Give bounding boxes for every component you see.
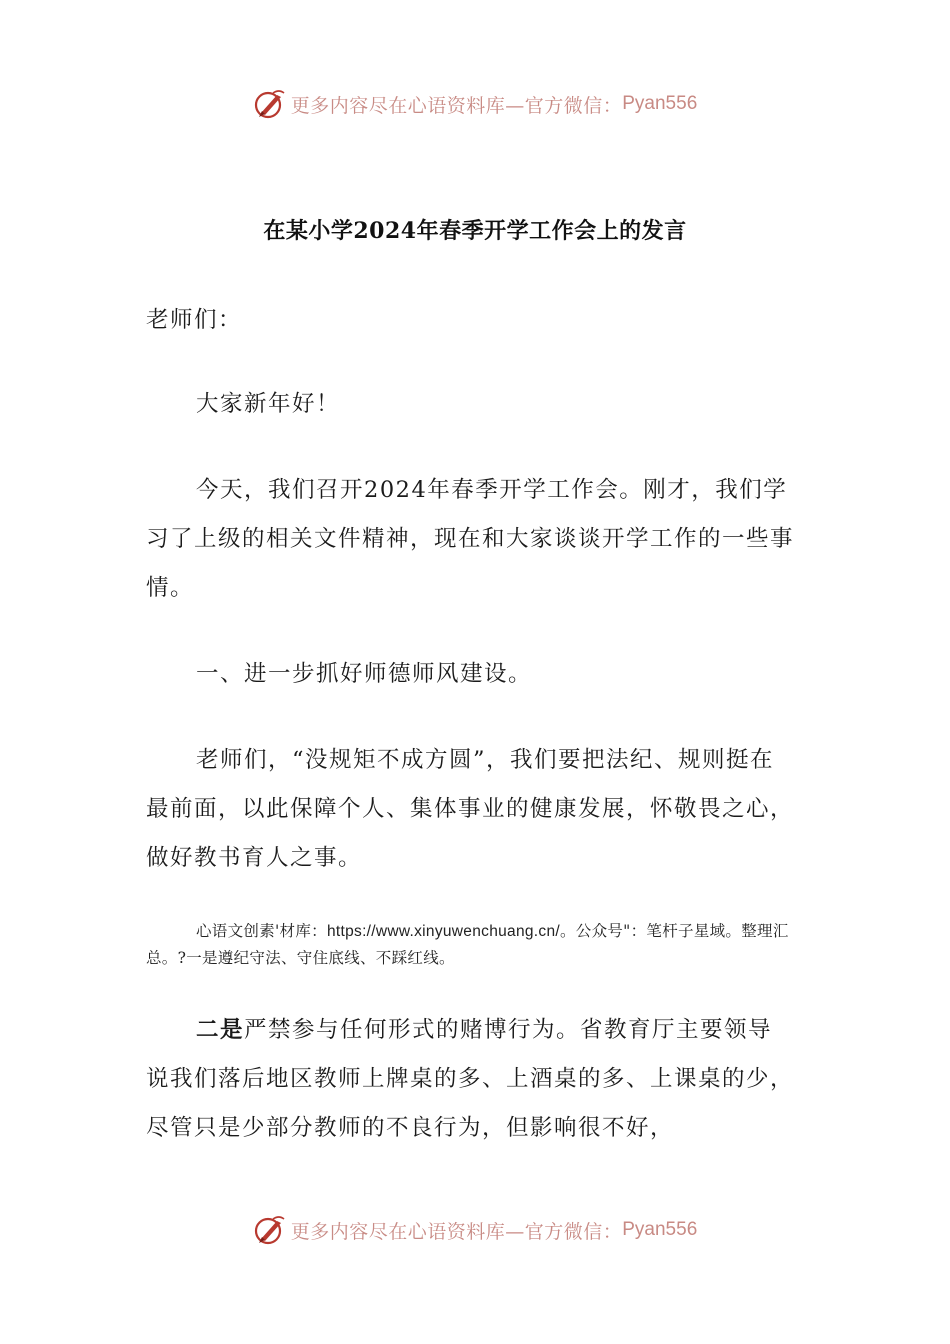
- document-title: 在某小学2024年春季开学工作会上的发言: [263, 218, 687, 244]
- section1-paragraph: 老师们，“没规矩不成方圆”，我们要把法纪、规则挺在最前面，以此保障个人、集体事业的健康发展，怀敬畏之心，做好教书育人之事。: [146, 747, 795, 871]
- point2-label: 二是: [196, 1017, 245, 1043]
- point2-text: 严禁参与任何形式的赌博行为。省教育厅主要领导说我们落后地区教师上牌桌的多、上酒桌的多、上课桌的少，尽管只是少部分教师的不良行为，但影响很不好，: [146, 1017, 795, 1141]
- header-banner: [0, 84, 950, 124]
- intro-paragraph: 今天，我们召开2024年春季开学工作会。刚才，我们学习了上级的相关文件精神，现在和大家谈谈开学工作的一些事情。: [146, 477, 795, 601]
- pen-circle-logo-icon: [253, 87, 287, 121]
- pen-circle-logo-icon: [253, 1213, 287, 1247]
- source-note-url[interactable]: https://www.xinyuwenchuang.cn/: [326, 923, 560, 940]
- banner-text: 更多内容尽在心语资料库—官方微信：: [290, 1220, 623, 1243]
- banner-wechat-id: Pyan556: [622, 1219, 698, 1240]
- section1-heading: 一、进一步抓好师德师风建设。: [196, 661, 533, 687]
- banner-text: 更多内容尽在心语资料库—官方微信：: [290, 94, 623, 117]
- salutation: 老师们：: [146, 307, 243, 333]
- source-note-suffix: 。公众号"：笔杆子星域。整理汇总。?一是遵纪守法、守住底线、不踩红线。: [146, 922, 789, 967]
- source-note: [146, 918, 806, 971]
- banner-wechat-id: Pyan556: [622, 93, 698, 114]
- greeting: 大家新年好！: [196, 391, 341, 417]
- point2-paragraph: [146, 1006, 796, 1153]
- footer-banner: [0, 1210, 950, 1250]
- source-note-prefix: 心语文创素'材库：: [196, 922, 327, 940]
